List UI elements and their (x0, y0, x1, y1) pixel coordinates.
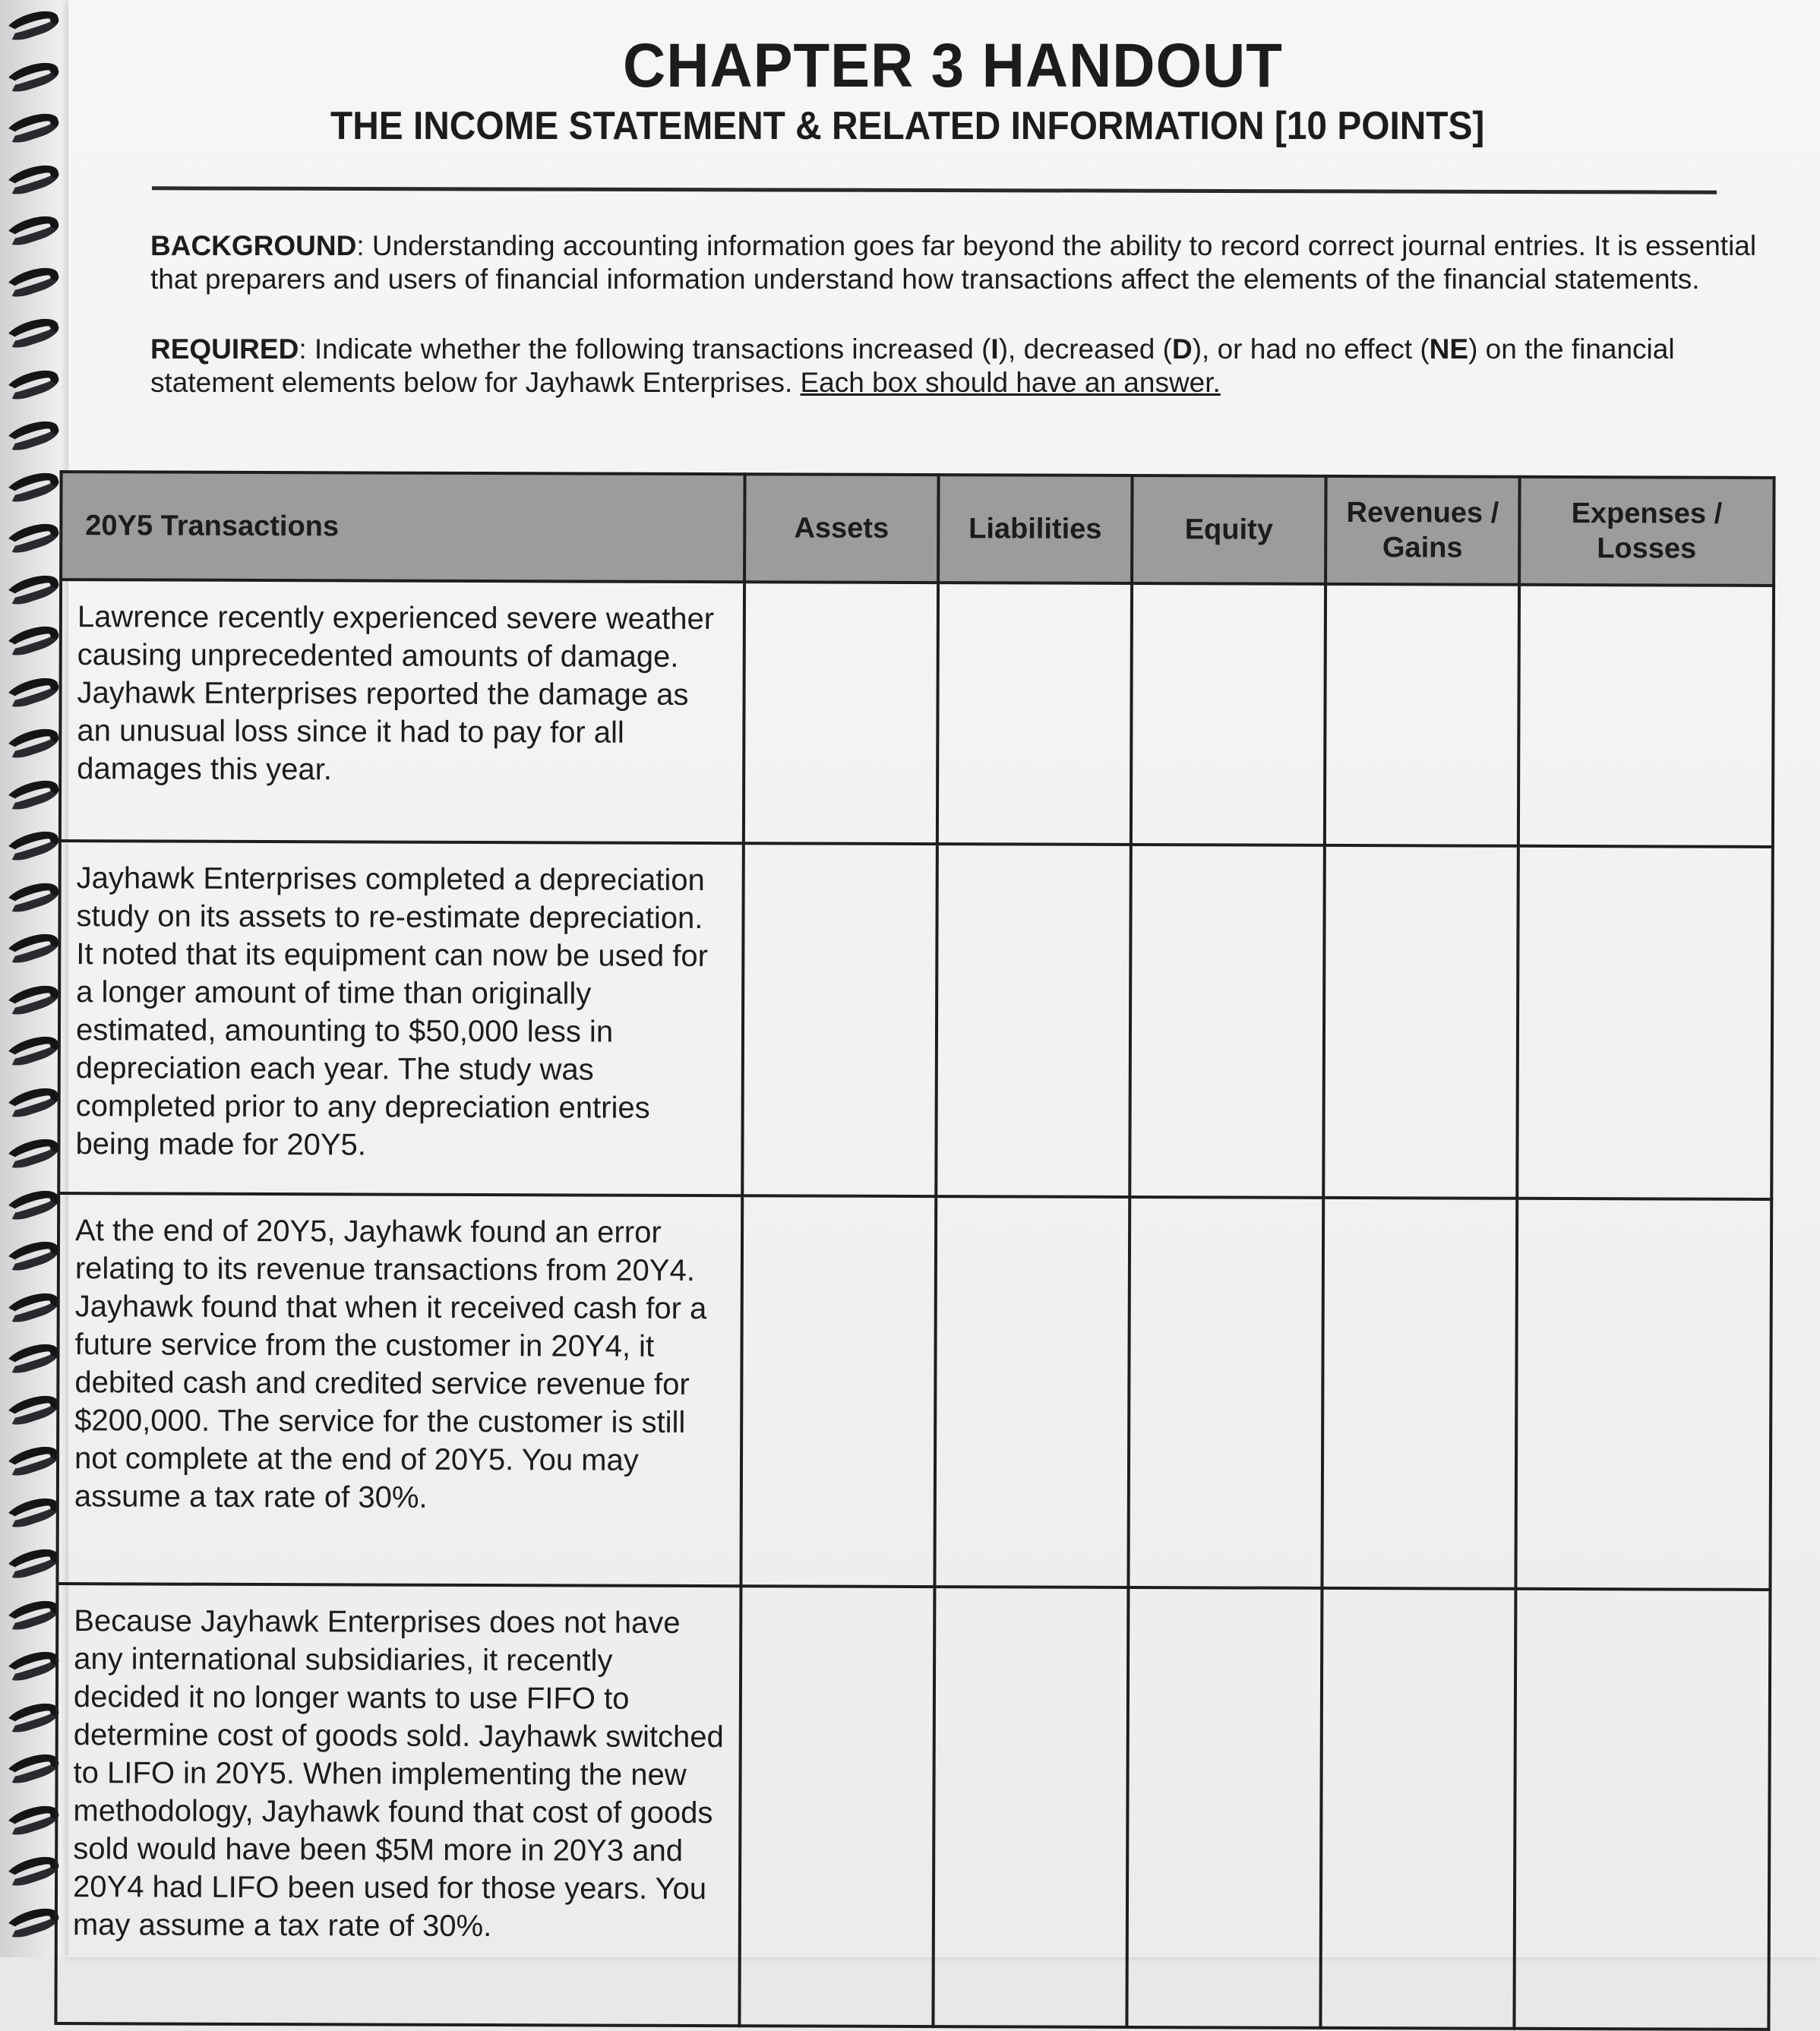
answer-cell-expenses-losses[interactable] (1515, 1199, 1771, 1590)
binding-coil (2, 1339, 62, 1378)
answer-cell-revenues-gains[interactable] (1323, 845, 1518, 1199)
background-label: BACKGROUND (150, 230, 357, 261)
answer-cell-liabilities[interactable] (934, 1196, 1130, 1587)
binding-coil (2, 1852, 62, 1890)
required-underlined-note: Each box should have an answer. (800, 367, 1221, 398)
required-text: ), or had no effect ( (1192, 333, 1430, 365)
required-text: ) on the financial statement elements below for Jayhawk Enterprises. (150, 333, 1675, 398)
answer-cell-equity[interactable] (1128, 1197, 1323, 1588)
transaction-description: Jayhawk Enterprises completed a depreciation study on its assets to re-estimate depreciation. It noted that its equipment can now be used for a longer amount of time than originally estimated, amounting to $50,000 less in depreciation each year. The study was completed prior to any depreciation entries being made for 20Y5. (58, 841, 744, 1196)
answer-cell-liabilities[interactable] (937, 583, 1132, 845)
required-text: ), decreased ( (998, 333, 1172, 365)
binding-coil (2, 262, 62, 301)
answer-cell-revenues-gains[interactable] (1322, 1198, 1517, 1589)
transactions-table (54, 470, 1775, 2031)
code-decrease: D (1171, 333, 1193, 365)
required-paragraph (150, 333, 1761, 400)
table-row (55, 1584, 1770, 2029)
binding-coil (2, 877, 62, 916)
background-paragraph (150, 229, 1761, 296)
answer-cell-expenses-losses[interactable] (1517, 846, 1773, 1199)
table-header-row (61, 472, 1774, 586)
binding-coil (2, 314, 62, 352)
required-text: : Indicate whether the following transactions increased ( (299, 333, 991, 365)
binding-coil (2, 1185, 62, 1224)
transaction-description: At the end of 20Y5, Jayhawk found an error relating to its revenue transactions from 20Y4. Jayhawk found that when it received cash for a future service from the customer in 20Y4, it debited cash and credited service revenue for $200,000. The service for the customer is still not complete at the end of 20Y5. You may assume a tax rate of 30%. (57, 1193, 742, 1586)
binding-coil (2, 467, 62, 506)
binding-coil (2, 1134, 62, 1173)
header-transactions: 20Y5 Transactions (61, 472, 744, 582)
answer-cell-assets[interactable] (744, 582, 938, 844)
header-liabilities: Liabilities (938, 475, 1132, 583)
answer-cell-revenues-gains[interactable] (1325, 584, 1519, 846)
binding-coil (2, 1237, 62, 1275)
page-title: CHAPTER 3 HANDOUT (623, 31, 1283, 100)
background-text: : Understanding accounting information goes far beyond the ability to record correct journal entries. It is essential that preparers and users of financial information understand how transactions affect the elements of the financial statements. (150, 230, 1757, 295)
answer-cell-assets[interactable] (741, 1196, 936, 1587)
binding-coil (2, 570, 62, 608)
binding-coil (2, 519, 62, 557)
binding-coil (2, 1903, 62, 1941)
binding-coil (2, 1082, 62, 1121)
binding-coil (2, 775, 62, 813)
transaction-description: Because Jayhawk Enterprises does not have any international subsidiaries, it recently decided it no longer wants to use FIFO to determine cost of goods sold. Jayhawk switched to LIFO in 20Y5. When implementing the new methodology, Jayhawk found that cost of goods sold would have been $5M more in 20Y3 and 20Y4 had LIFO been used for those years. You may assume a tax rate of 30%. (55, 1584, 741, 2026)
binding-coil (2, 1442, 62, 1480)
binding-coil (2, 6, 62, 45)
answer-cell-assets[interactable] (739, 1586, 934, 2026)
table-row (60, 580, 1774, 847)
binding-coil (2, 416, 62, 455)
binding-coil (2, 621, 62, 660)
binding-coil (2, 1800, 62, 1839)
header-assets: Assets (744, 474, 938, 583)
handout-page (68, 0, 1820, 1957)
title-divider (152, 186, 1717, 194)
binding-coil (2, 1492, 62, 1531)
answer-cell-assets[interactable] (742, 843, 937, 1196)
binding-coil (2, 1595, 62, 1634)
code-increase: I (991, 333, 999, 365)
answer-cell-expenses-losses[interactable] (1514, 1589, 1770, 2029)
table-row (57, 1193, 1771, 1590)
table-row (58, 841, 1773, 1199)
answer-cell-equity[interactable] (1131, 583, 1326, 845)
binding-coil (2, 57, 62, 96)
answer-cell-liabilities[interactable] (933, 1587, 1128, 2027)
binding-coil (2, 672, 62, 711)
answer-cell-liabilities[interactable] (936, 844, 1131, 1197)
binding-coil (2, 109, 62, 147)
header-equity: Equity (1132, 475, 1326, 584)
binding-coil (2, 1544, 62, 1583)
binding-coil (2, 826, 62, 865)
code-no-effect: NE (1429, 333, 1469, 365)
binding-coil (2, 1031, 62, 1070)
header-expenses-losses: Expenses / Losses (1519, 477, 1774, 586)
binding-coil (2, 1287, 62, 1326)
binding-coil (2, 1749, 62, 1788)
binding-coil (2, 1647, 62, 1685)
binding-coil (2, 1698, 62, 1736)
binding-coil (2, 160, 62, 198)
answer-cell-revenues-gains[interactable] (1320, 1588, 1515, 2029)
page-subtitle: THE INCOME STATEMENT & RELATED INFORMATION [10 POINTS] (330, 104, 1485, 148)
answer-cell-equity[interactable] (1126, 1587, 1322, 2028)
binding-coil (2, 1390, 62, 1429)
header-revenues-gains: Revenues / Gains (1326, 476, 1519, 585)
required-label: REQUIRED (150, 333, 299, 365)
transaction-description: Lawrence recently experienced severe weather causing unprecedented amounts of damage. Jayhawk Enterprises reported the damage as an unusual loss since it had to pay for all damages this year. (60, 580, 744, 843)
binding-coil (2, 365, 62, 403)
binding-coil (2, 980, 62, 1019)
binding-coil (2, 929, 62, 968)
binding-coil (2, 724, 62, 763)
binding-coil (2, 211, 62, 250)
answer-cell-equity[interactable] (1130, 845, 1325, 1198)
answer-cell-expenses-losses[interactable] (1518, 585, 1774, 847)
